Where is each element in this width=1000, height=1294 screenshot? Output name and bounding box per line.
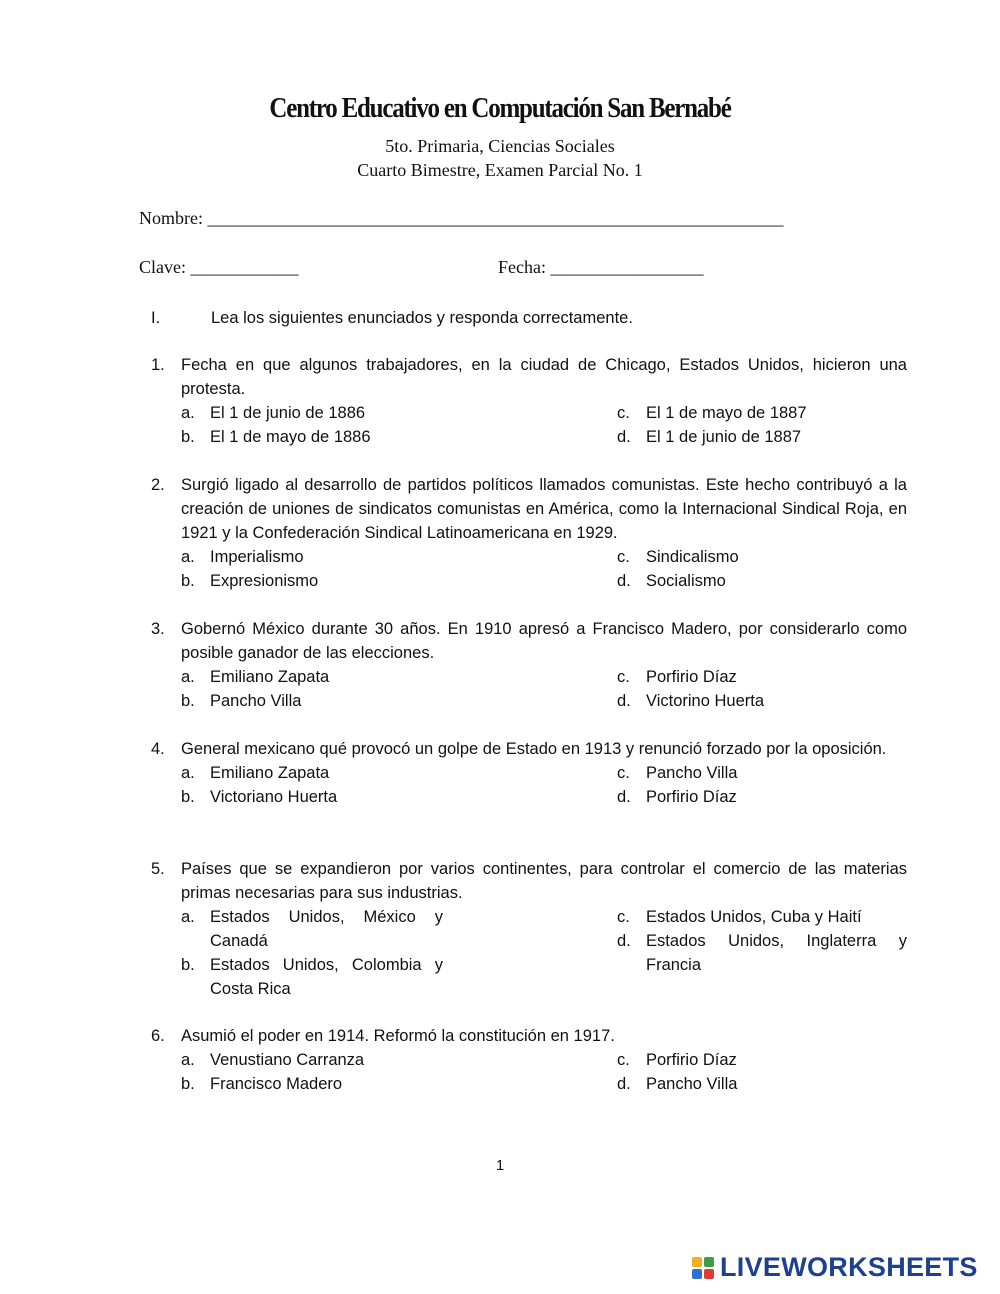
clave-field[interactable] xyxy=(139,257,299,278)
question-text: Países que se expandieron por varios continentes, para controlar el comercio de las materias primas necesarias para sus industrias. xyxy=(181,860,907,902)
option-text: Pancho Villa xyxy=(646,1075,738,1093)
option-letter: b. xyxy=(181,692,195,710)
option-d[interactable] xyxy=(617,569,907,593)
option-text: Emiliano Zapata xyxy=(210,764,330,782)
question-text: Asumió el poder en 1914. Reformó la constitución en 1917. xyxy=(181,1027,615,1045)
option-letter: c. xyxy=(617,668,630,686)
option-letter: b. xyxy=(181,572,195,590)
option-text: El 1 de junio de 1887 xyxy=(646,428,802,446)
option-letter: d. xyxy=(617,428,631,446)
option-text: Socialismo xyxy=(646,572,726,590)
option-letter: c. xyxy=(617,764,630,782)
question-number: 6. xyxy=(151,1027,165,1045)
option-b[interactable] xyxy=(181,425,473,449)
option-a[interactable] xyxy=(181,401,473,425)
option-b[interactable] xyxy=(181,689,473,713)
option-text: Pancho Villa xyxy=(646,764,738,782)
option-letter: b. xyxy=(181,1075,195,1093)
school-title: Centro Educativo en Computación San Bernabé xyxy=(269,92,731,124)
option-d[interactable] xyxy=(617,425,907,449)
question-number: 1. xyxy=(151,356,165,374)
option-letter: a. xyxy=(181,404,195,422)
option-text: Estados Unidos, Inglaterra y Francia xyxy=(646,932,907,974)
question-6 xyxy=(151,1024,907,1096)
instruction-number: I. xyxy=(151,309,161,327)
option-d[interactable] xyxy=(617,689,907,713)
option-letter: d. xyxy=(617,932,631,950)
name-field[interactable] xyxy=(139,208,783,229)
exam-line: Cuarto Bimestre, Examen Parcial No. 1 xyxy=(357,160,643,180)
option-text: Estados Unidos, México y Canadá xyxy=(210,908,443,950)
question-3 xyxy=(151,617,907,713)
option-letter: c. xyxy=(617,908,630,926)
grade-line: 5to. Primaria, Ciencias Sociales xyxy=(385,136,615,156)
option-d[interactable] xyxy=(617,929,907,977)
option-c[interactable] xyxy=(617,761,907,785)
option-letter: d. xyxy=(617,572,631,590)
brand-text: LIVEWORKSHEETS xyxy=(720,1252,978,1282)
fecha-blank[interactable]: _________________ xyxy=(550,257,704,277)
option-letter: b. xyxy=(181,956,195,974)
option-text: Sindicalismo xyxy=(646,548,739,566)
option-d[interactable] xyxy=(617,785,907,809)
option-text: Emiliano Zapata xyxy=(210,668,330,686)
clave-blank[interactable]: ____________ xyxy=(190,257,299,277)
question-number: 4. xyxy=(151,740,165,758)
option-text: Porfirio Díaz xyxy=(646,788,737,806)
option-letter: a. xyxy=(181,548,195,566)
option-c[interactable] xyxy=(617,1048,907,1072)
question-4 xyxy=(151,737,907,809)
option-letter: c. xyxy=(617,1051,630,1069)
option-letter: a. xyxy=(181,764,195,782)
option-letter: a. xyxy=(181,908,195,926)
option-letter: d. xyxy=(617,1075,631,1093)
option-letter: a. xyxy=(181,1051,195,1069)
option-letter: d. xyxy=(617,692,631,710)
option-c[interactable] xyxy=(617,545,907,569)
option-text: Estados Unidos, Colombia y Costa Rica xyxy=(210,956,443,998)
option-text: Expresionismo xyxy=(210,572,319,590)
name-label: Nombre: xyxy=(139,208,203,228)
option-text: El 1 de junio de 1886 xyxy=(210,404,366,422)
question-text: Surgió ligado al desarrollo de partidos políticos llamados comunistas. Este hecho contribuyó a la creación de uniones de sindicatos comunistas en América, como la Internacional Sindical Roja, en 1921 y la Confederación Sindical Latinoamericana en 1929. xyxy=(181,476,907,542)
option-b[interactable] xyxy=(181,953,443,1001)
question-number: 3. xyxy=(151,620,165,638)
option-b[interactable] xyxy=(181,785,473,809)
option-text: El 1 de mayo de 1886 xyxy=(210,428,371,446)
option-letter: c. xyxy=(617,548,630,566)
question-text: General mexicano qué provocó un golpe de Estado en 1913 y renunció forzado por la oposición. xyxy=(181,740,887,758)
option-a[interactable] xyxy=(181,665,473,689)
option-letter: c. xyxy=(617,404,630,422)
question-5 xyxy=(151,857,907,1001)
option-c[interactable] xyxy=(617,905,907,929)
option-letter: a. xyxy=(181,668,195,686)
fecha-field[interactable] xyxy=(498,257,703,278)
question-text: Gobernó México durante 30 años. En 1910 apresó a Francisco Madero, por considerarlo como posible ganador de las elecciones. xyxy=(181,620,907,662)
option-text: El 1 de mayo de 1887 xyxy=(646,404,807,422)
question-1 xyxy=(151,353,907,449)
option-text: Victoriano Huerta xyxy=(210,788,338,806)
option-c[interactable] xyxy=(617,401,907,425)
option-letter: d. xyxy=(617,788,631,806)
option-d[interactable] xyxy=(617,1072,907,1096)
clave-label: Clave: xyxy=(139,257,186,277)
question-number: 5. xyxy=(151,860,165,878)
question-text: Fecha en que algunos trabajadores, en la ciudad de Chicago, Estados Unidos, hicieron una protesta. xyxy=(181,356,907,398)
option-a[interactable] xyxy=(181,761,473,785)
page-number: 1 xyxy=(495,1157,505,1174)
option-letter: b. xyxy=(181,788,195,806)
instruction-text: Lea los siguientes enunciados y responda correctamente. xyxy=(211,309,633,327)
liveworksheets-logo-icon xyxy=(692,1257,714,1279)
fecha-label: Fecha: xyxy=(498,257,546,277)
name-blank[interactable]: ________________________________________________________________ xyxy=(207,208,784,228)
option-b[interactable] xyxy=(181,569,473,593)
liveworksheets-brand[interactable] xyxy=(692,1252,978,1283)
question-2 xyxy=(151,473,907,593)
option-a[interactable] xyxy=(181,905,443,953)
option-text: Pancho Villa xyxy=(210,692,302,710)
option-text: Victorino Huerta xyxy=(646,692,765,710)
question-number: 2. xyxy=(151,476,165,494)
option-c[interactable] xyxy=(617,665,907,689)
option-text: Porfirio Díaz xyxy=(646,668,737,686)
option-text: Porfirio Díaz xyxy=(646,1051,737,1069)
option-letter: b. xyxy=(181,428,195,446)
option-text: Imperialismo xyxy=(210,548,304,566)
option-b[interactable] xyxy=(181,1072,473,1096)
option-a[interactable] xyxy=(181,545,473,569)
option-text: Estados Unidos, Cuba y Haití xyxy=(646,908,862,926)
option-a[interactable] xyxy=(181,1048,473,1072)
option-text: Venustiano Carranza xyxy=(210,1051,365,1069)
option-text: Francisco Madero xyxy=(210,1075,343,1093)
